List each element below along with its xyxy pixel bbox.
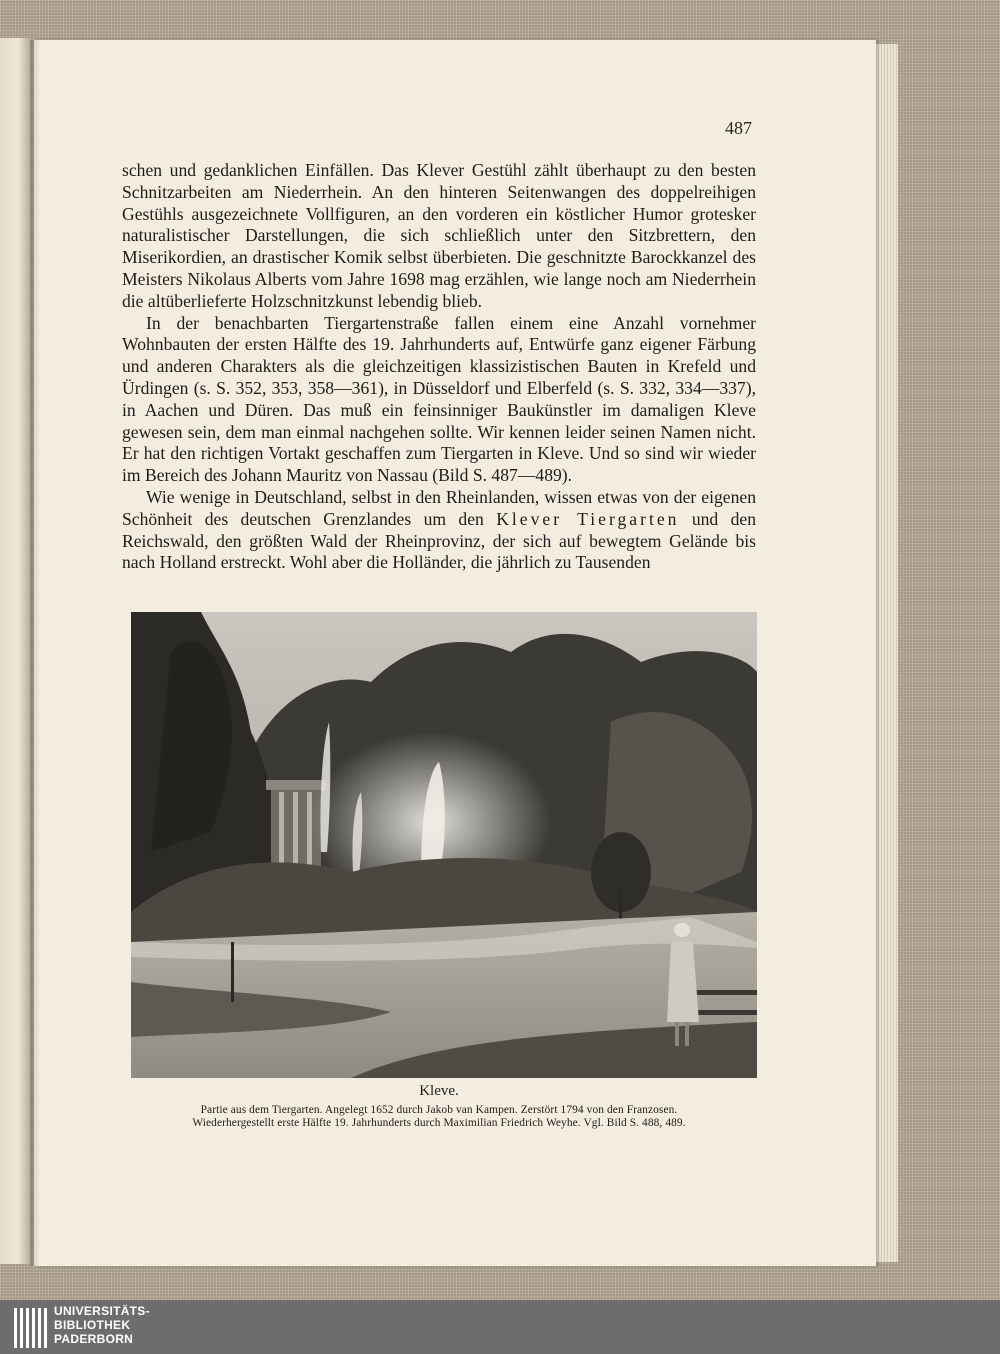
logo-line-3: PADERBORN [54,1332,134,1346]
photo-tiergarten-fountain [131,612,757,1078]
page-number: 487 [725,118,752,138]
caption-line-1: Partie aus dem Tiergarten. Angelegt 1652 durch Jakob van Kampen. Zerstört 1794 von den Franzosen. [200,1104,678,1116]
logo-line-1: UNIVERSITÄTS- [54,1304,150,1318]
paragraph-2: In der benachbarten Tiergartenstraße fallen einem eine Anzahl vornehmer Wohnbauten der ersten Hälfte des 19. Jahrhunderts auf, Entwürfe ganz eigener Färbung und anderen Charakters als die gleichzeitigen klassizistischen Bauten in Krefeld und Ürdingen (s. S. 352, 353, 358—361), in Düsseldorf und Elberfeld (s. S. 332, 334—337), in Aachen und Düren. Das muß ein feinsinniger Baukünstler im damaligen Kleve gewesen sein, dem man einmal nachgehen sollte. Wir kennen leider seinen Namen nicht. Er hat den richtigen Vortakt geschaffen zum Tiergarten in Kleve. Und so sind wir wieder im Bereich des Johann Mauritz von Nassau (Bild S. 487—489). [122,312,756,486]
library-logo-text [54,1304,150,1346]
paragraph-3-after: und den Reichswald, den größten Wald der Rheinprovinz, der sich auf bewegtem Gelände bis nach Holland erstreckt. Wohl aber die Holländer, die jährlich zu Tausenden [122,508,756,573]
footer-bar [0,1300,1000,1354]
page-stack-edges [876,44,898,1262]
paragraph-3 [122,487,756,574]
photo-illustration [131,612,757,1078]
paragraph-1: schen und gedanklichen Einfällen. Das Klever Gestühl zählt überhaupt zu den besten Schnitzarbeiten am Niederrhein. An den hinteren Seitenwangen des doppelreihigen Gestühls ausgezeichnete Vollfiguren, an den vorderen ein köstlicher Humor grotesker naturalistischer Darstellungen, die sich schließlich unter den Sitzbrettern, den Miserikordien, an drastischer Komik selbst überbieten. Die geschnitzte Barockkanzel des Meisters Nikolaus Alberts vom Jahre 1698 mag erzählen, wie lange noch am Niederrhein die altüberlieferte Holzschnitzkunst lebendig blieb. [122,160,756,311]
body-text [122,160,756,574]
caption-line-2: Wiederhergestellt erste Hälfte 19. Jahrhunderts durch Maximilian Friedrich Weyhe. Vgl. Bild S. 488, 489. [192,1117,686,1129]
library-logo-icon [14,1306,48,1350]
previous-page-edge [0,38,30,1264]
paragraph-3-spaced: Klever Tiergarten [496,508,680,529]
paragraph-3-before: Wie wenige in Deutschland, selbst in den Rheinlanden, wissen etwas von der eigenen Schönheit des deutschen Grenzlandes um den [122,486,756,529]
caption-title: Kleve. [419,1083,459,1099]
logo-line-2: BIBLIOTHEK [54,1318,131,1332]
spine-shadow [30,40,40,1266]
